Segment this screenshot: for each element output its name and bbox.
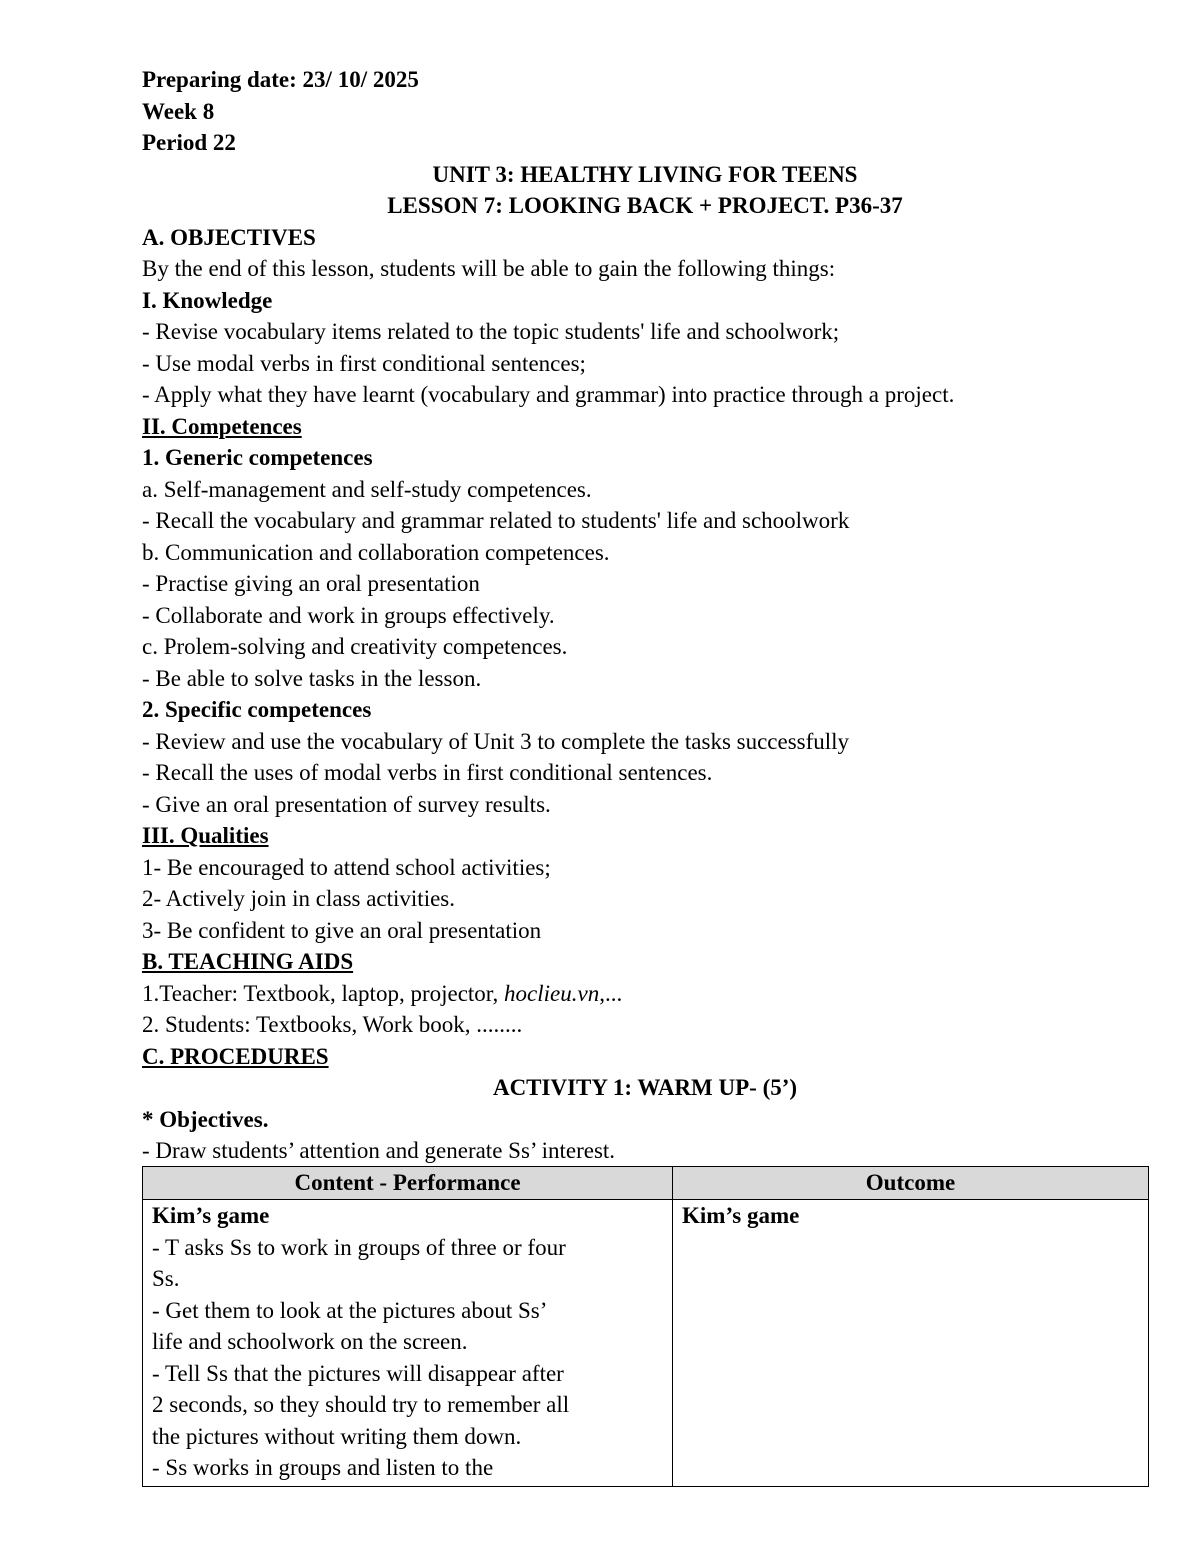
knowledge-item: - Apply what they have learnt (vocabulary and grammar) into practice through a project.	[142, 382, 955, 407]
teaching-aids-heading: B. TEACHING AIDS	[142, 949, 354, 974]
generic-line: - Be able to solve tasks in the lesson.	[142, 665, 482, 691]
content-cell	[143, 1200, 673, 1487]
outcome-header: Outcome	[673, 1167, 1149, 1200]
preparing-date: Preparing date: 23/ 10/ 2025	[142, 67, 419, 92]
content-line: Ss.	[152, 1266, 180, 1291]
qualities-line: 2- Actively join in class activities.	[142, 886, 455, 911]
procedure-table	[142, 1166, 1149, 1487]
content-title: Kim’s game	[152, 1203, 270, 1228]
specific-line: - Review and use the vocabulary of Unit 3 to complete the tasks successfully	[142, 728, 850, 754]
knowledge-item: - Use modal verbs in first conditional sentences;	[142, 350, 586, 376]
content-line: - Ss works in groups and listen to the	[152, 1455, 494, 1480]
outcome-cell	[673, 1200, 1149, 1487]
procedures-heading: C. PROCEDURES	[142, 1043, 329, 1069]
period-label: Period 22	[142, 130, 236, 155]
qualities-line: 3- Be confident to give an oral presentation	[142, 917, 542, 943]
content-line: - Get them to look at the pictures about Ss’	[152, 1297, 548, 1323]
teacher-aids-line: 1.Teacher: Textbook, laptop, projector, hoclieu.vn,...	[142, 980, 623, 1006]
generic-line: a. Self-management and self-study competences.	[142, 476, 592, 502]
lesson-title: LESSON 7: LOOKING BACK + PROJECT. P36-37	[387, 193, 903, 218]
activity-objectives-heading: * Objectives.	[142, 1106, 269, 1132]
knowledge-item: - Revise vocabulary items related to the topic students' life and schoolwork;	[142, 319, 840, 344]
generic-line: - Recall the vocabulary and grammar related to students' life and schoolwork	[142, 508, 850, 533]
lesson-plan-page	[142, 64, 1148, 1167]
specific-competences-heading: 2. Specific competences	[142, 697, 372, 722]
outcome-title: Kim’s game	[682, 1203, 800, 1228]
content-line: 2 seconds, so they should try to remember all	[152, 1392, 570, 1417]
knowledge-heading: I. Knowledge	[142, 287, 273, 313]
table-header-row	[143, 1167, 1149, 1200]
generic-line: - Practise giving an oral presentation	[142, 571, 480, 596]
qualities-heading: III. Qualities	[142, 823, 269, 848]
specific-line: - Give an oral presentation of survey results.	[142, 791, 551, 817]
qualities-line: 1- Be encouraged to attend school activities;	[142, 854, 551, 880]
generic-line: c. Prolem-solving and creativity competences.	[142, 634, 568, 659]
competences-heading: II. Competences	[142, 413, 302, 439]
content-line: - T asks Ss to work in groups of three or four	[152, 1234, 566, 1260]
student-aids-line: 2. Students: Textbooks, Work book, ........	[142, 1012, 523, 1037]
objectives-intro: By the end of this lesson, students will be able to gain the following things:	[142, 256, 836, 281]
content-line: the pictures without writing them down.	[152, 1423, 522, 1449]
content-line: life and schoolwork on the screen.	[152, 1329, 468, 1354]
generic-line: b. Communication and collaboration competences.	[142, 539, 610, 565]
activity-title: ACTIVITY 1: WARM UP- (5’)	[492, 1075, 798, 1100]
table-row	[143, 1200, 1149, 1487]
generic-line: - Collaborate and work in groups effectively.	[142, 602, 555, 628]
objectives-heading: A. OBJECTIVES	[142, 224, 316, 250]
content-line: - Tell Ss that the pictures will disappear after	[152, 1360, 564, 1386]
activity-objectives-line: - Draw students’ attention and generate Ss’ interest.	[142, 1138, 616, 1163]
specific-line: - Recall the uses of modal verbs in first conditional sentences.	[142, 760, 713, 785]
unit-title: UNIT 3: HEALTHY LIVING FOR TEENS	[432, 161, 858, 187]
hoclieu-link-text: hoclieu.vn	[504, 980, 600, 1006]
week-label: Week 8	[142, 98, 215, 124]
generic-competences-heading: 1. Generic competences	[142, 445, 373, 470]
content-performance-header: Content - Performance	[143, 1167, 673, 1200]
